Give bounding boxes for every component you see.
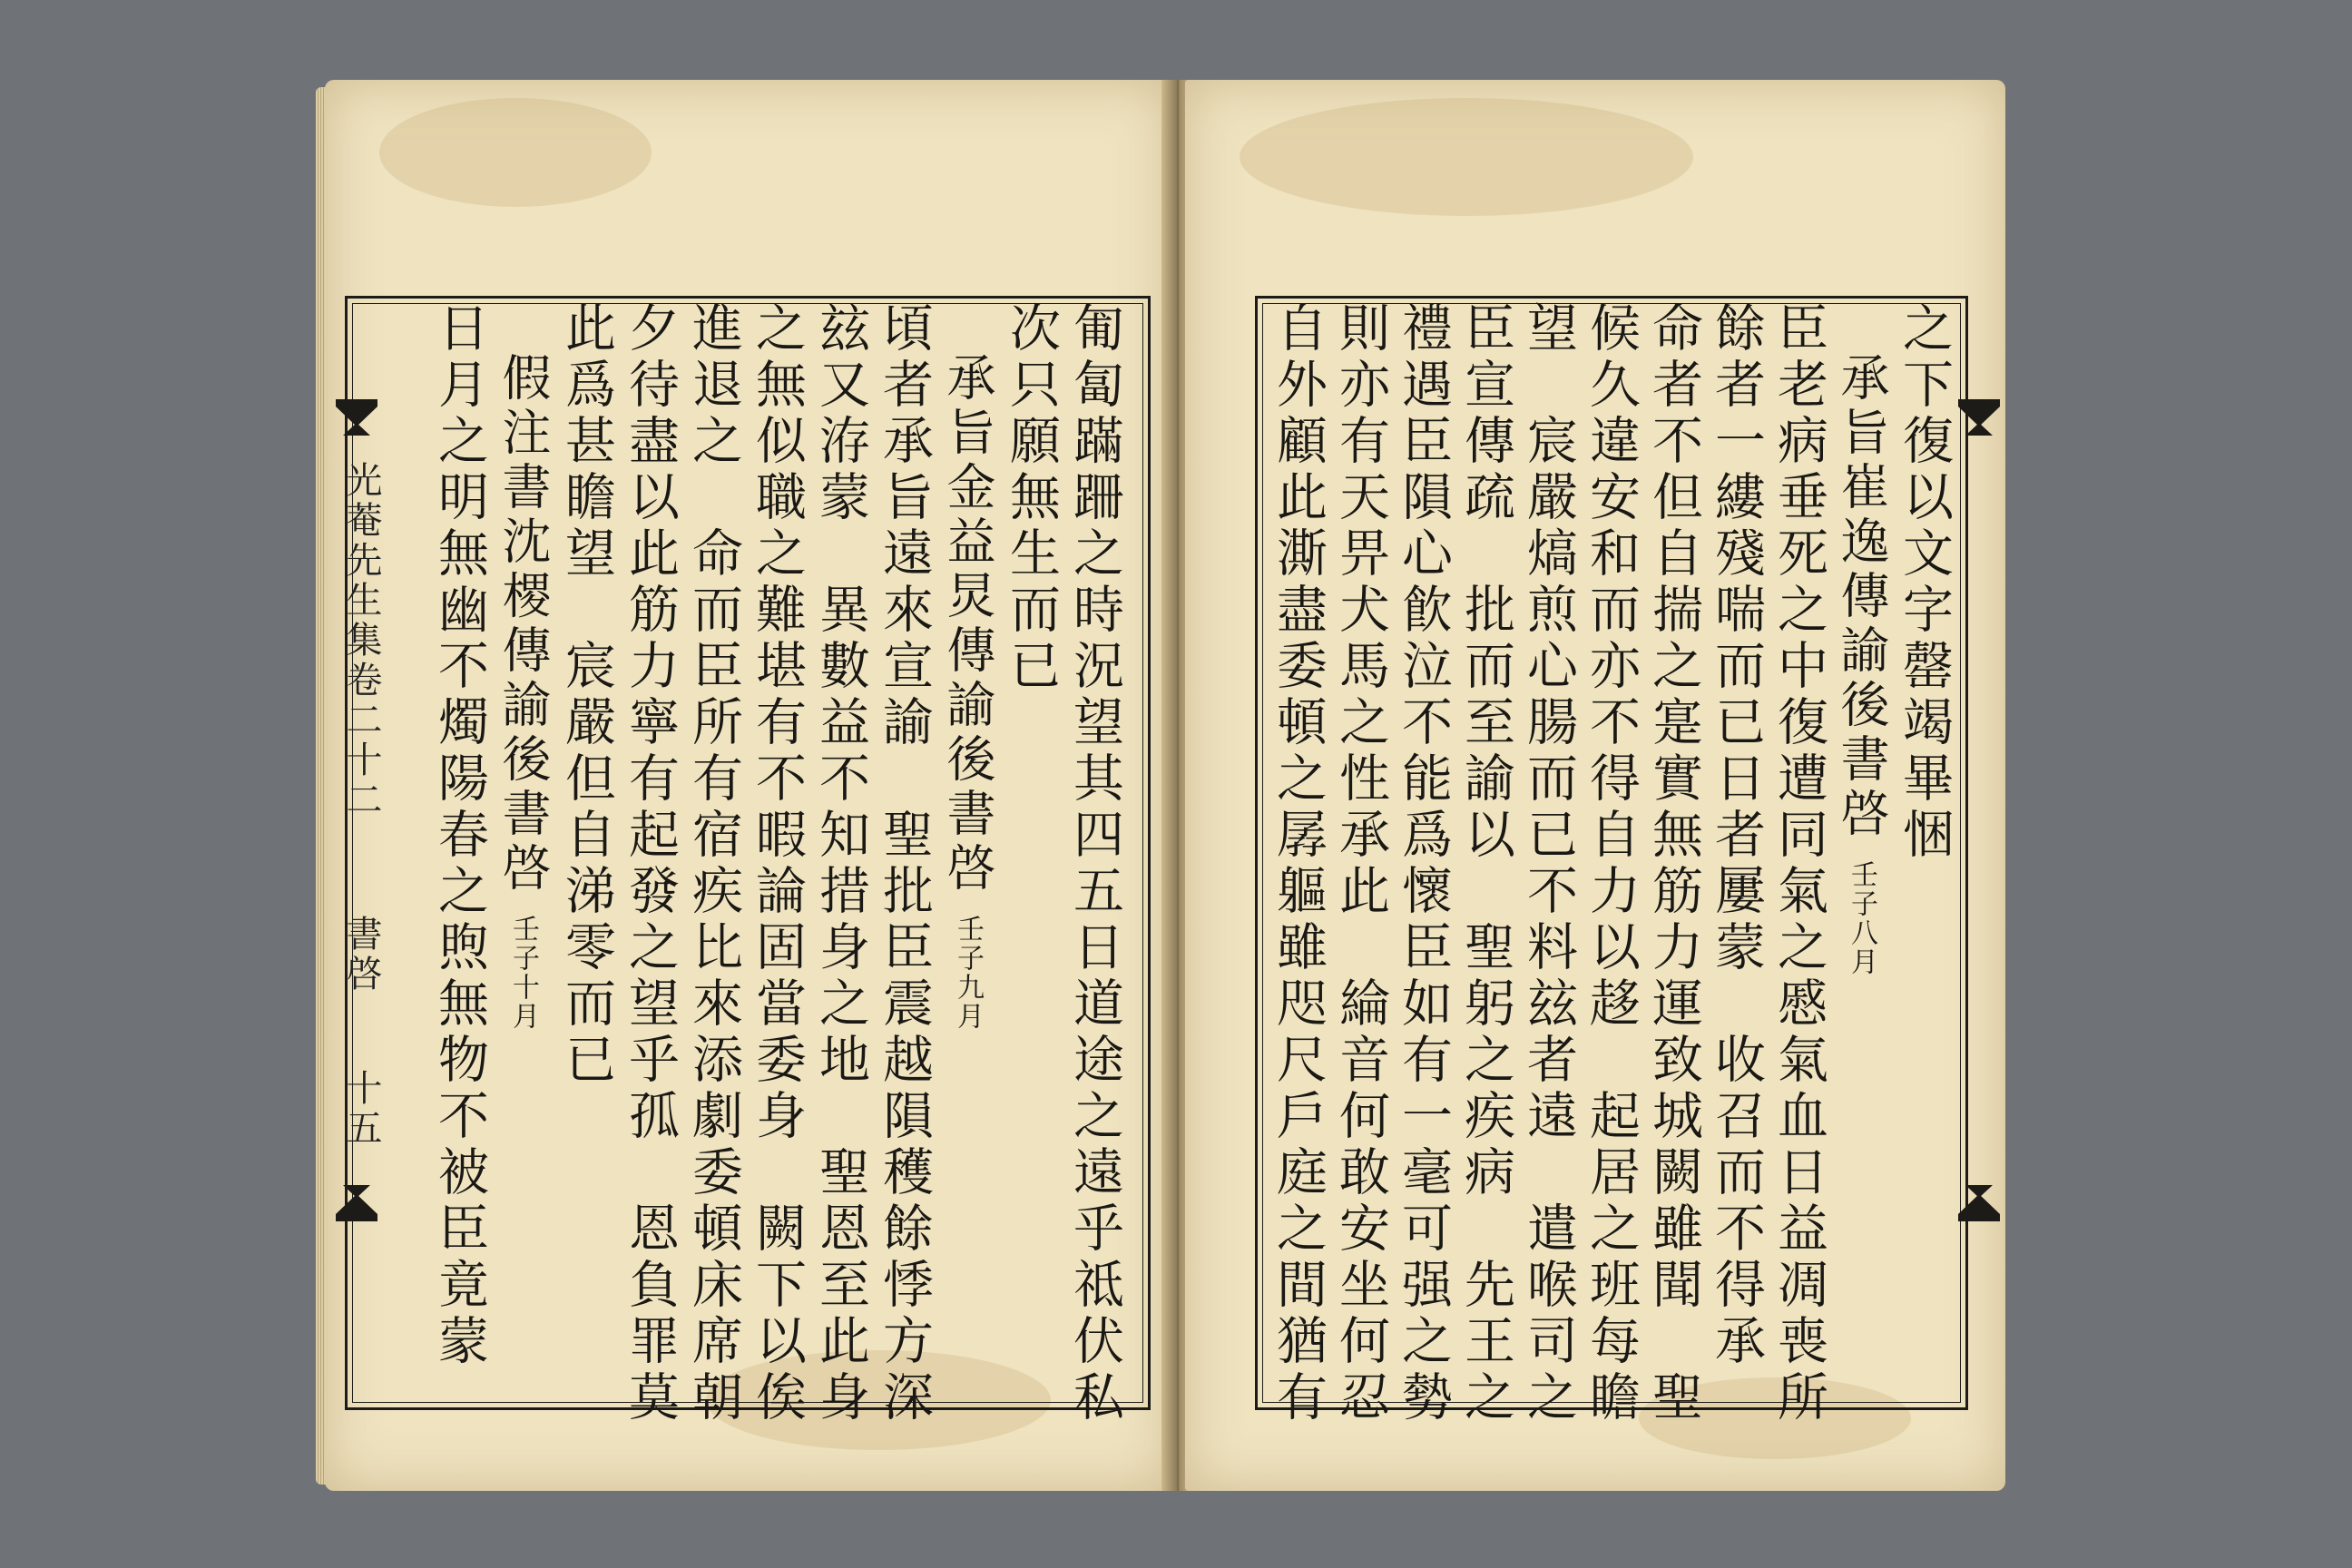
- text-column: 次只願無生而已: [1002, 301, 1061, 695]
- book-title-margin: 光菴先生集卷二十二: [340, 461, 382, 820]
- date-note: 壬子十月: [507, 915, 539, 1031]
- memorial-heading: [940, 352, 995, 1031]
- paper-stain: [379, 98, 652, 207]
- text-column: 日月之明無幽不燭陽春之煦無物不被臣竟蒙: [430, 301, 489, 1370]
- text-column: 匍匐蹣跚之時況望其四五日道途之遠乎祗伏私: [1065, 301, 1124, 1426]
- text-column: 餘者一縷殘喘而已日者屢蒙 收召而不得承: [1707, 301, 1766, 1370]
- text-column: 臣宣傳疏 批而至諭以 聖躬之疾病 先王之: [1456, 301, 1515, 1426]
- heading-text: 承旨金益炅傳諭後書啓: [939, 352, 996, 897]
- text-column: 此爲甚瞻望 宸嚴但自涕零而已: [557, 301, 616, 1089]
- memorial-heading: [1834, 352, 1888, 976]
- heading-text: 承旨崔逸傳諭後書啓: [1833, 352, 1890, 842]
- fish-tail-mark-lower: [1958, 1167, 2000, 1221]
- heading-text: 假注書沈㮨傳諭後書啓: [495, 352, 552, 897]
- text-column: 自外顧此澌盡委頓之孱軀雖咫尺戶庭之間猶有: [1269, 301, 1328, 1426]
- date-note: 壬子九月: [952, 915, 984, 1031]
- text-column: 命者不但自揣之寔實無筋力運致城闕雖聞 聖: [1644, 301, 1703, 1426]
- fish-tail-mark-upper: [336, 399, 377, 454]
- date-note: 壬子八月: [1846, 860, 1877, 976]
- text-column: 夕待盡以此筋力寧有起發之望乎孤 恩負罪莫: [621, 301, 680, 1426]
- page-number: 十五: [340, 1069, 382, 1149]
- text-column: 頃者承旨遠來宣諭 聖批臣震越隕穫餘悸方深: [875, 301, 934, 1426]
- text-column: 臣老病垂死之中復遭同氣之慼氣血日益凋喪所: [1769, 301, 1828, 1426]
- text-column: 禮遇臣隕心飮泣不能爲懷臣如有一毫可强之勢: [1394, 301, 1453, 1426]
- text-column: 則亦有天畀犬馬之性承此 綸音何敢安坐何忍: [1331, 301, 1390, 1426]
- text-column: 之下復以文字罄竭畢悃: [1895, 301, 1954, 864]
- text-column: 之無似職之難堪有不暇論固當委身 闕下以俟: [748, 301, 807, 1426]
- text-column: 候久違安和而亦不得自力以趍 起居之班每瞻: [1582, 301, 1641, 1426]
- memorial-heading: [495, 352, 550, 1031]
- fish-tail-mark-lower: [336, 1167, 377, 1221]
- fish-tail-mark-upper: [1958, 399, 2000, 454]
- paper-stain: [1240, 98, 1693, 216]
- section-margin: 書啓: [340, 915, 382, 995]
- text-column: 進退之 命而臣所有宿疾比來添劇委頓床席朝: [684, 301, 743, 1426]
- text-column: 玆又洊蒙 異數益不知措身之地 聖恩至此身: [811, 301, 870, 1426]
- open-book: [325, 80, 2005, 1491]
- text-column: 望 宸嚴熇煎心腸而已不料玆者遠 遣喉司之: [1519, 301, 1578, 1426]
